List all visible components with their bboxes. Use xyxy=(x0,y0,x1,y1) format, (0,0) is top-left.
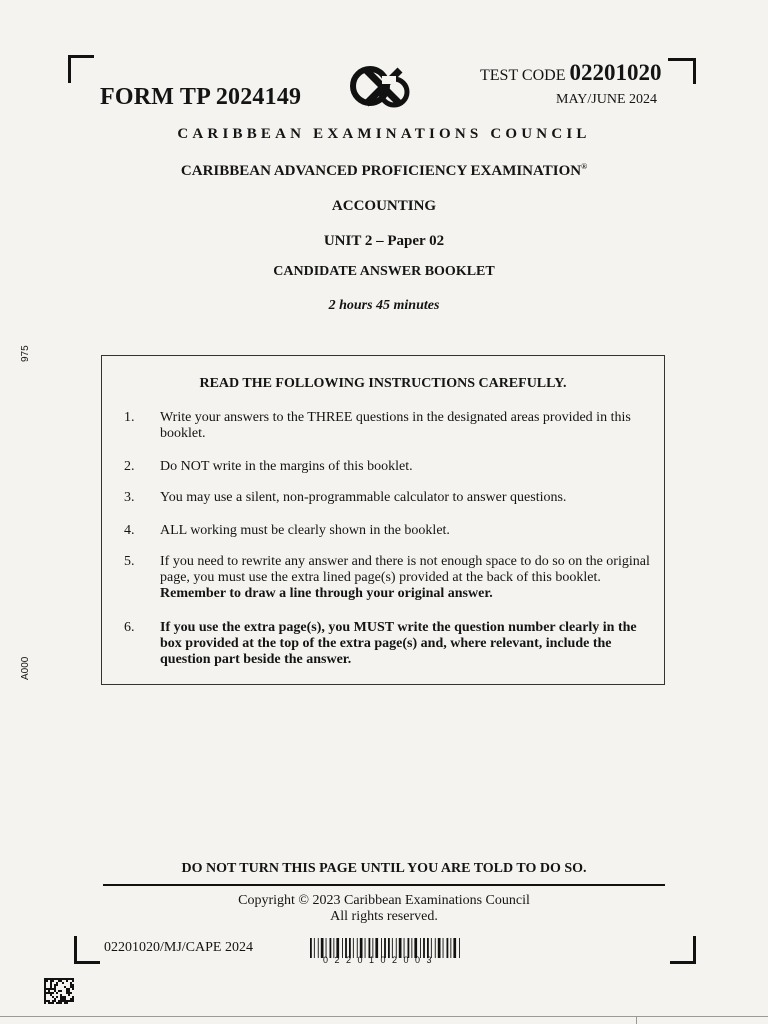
qr-module xyxy=(44,1002,46,1004)
qr-module xyxy=(54,978,56,980)
qr-module xyxy=(54,998,56,1000)
qr-module xyxy=(44,996,46,998)
qr-module xyxy=(64,978,66,980)
test-code-value: 02201020 xyxy=(569,60,662,85)
qr-module xyxy=(72,980,74,982)
qr-module xyxy=(48,1000,50,1002)
qr-module xyxy=(70,998,72,1000)
qr-module xyxy=(54,984,56,986)
instruction-number: 5. xyxy=(124,554,135,569)
qr-module xyxy=(72,978,74,980)
qr-module xyxy=(58,1002,60,1004)
test-code-label: TEST CODE xyxy=(480,67,566,84)
exam-name xyxy=(0,162,768,180)
qr-module xyxy=(46,1000,48,1002)
exam-session: MAY/JUNE 2024 xyxy=(556,92,657,107)
qr-module xyxy=(50,986,52,988)
barcode-bar xyxy=(450,938,451,958)
qr-module xyxy=(58,1000,60,1002)
qr-module xyxy=(44,988,46,990)
qr-module xyxy=(44,986,46,988)
corner-mark-bottom-left-vertical xyxy=(74,936,77,964)
barcode-bar xyxy=(443,938,444,958)
instruction-emphasis: Remember to draw a line through your original answer. xyxy=(160,586,493,601)
qr-module xyxy=(60,998,62,1000)
instruction-text: If you need to rewrite any answer and there is not enough space to do so on the original page, you must use the extra lined page(s) provided at the back of this booklet. xyxy=(160,554,650,585)
qr-module xyxy=(54,988,56,990)
qr-module xyxy=(52,980,54,982)
qr-module xyxy=(62,1000,64,1002)
qr-module xyxy=(48,992,50,994)
qr-module xyxy=(44,998,46,1000)
instructions-box xyxy=(101,355,665,685)
qr-module xyxy=(68,1000,70,1002)
council-name: CARIBBEAN EXAMINATIONS COUNCIL xyxy=(177,126,591,142)
qr-module xyxy=(52,1002,54,1004)
barcode-bar xyxy=(314,938,315,958)
qr-module xyxy=(70,986,72,988)
qr-module xyxy=(50,978,52,980)
instruction-number: 2. xyxy=(124,459,135,474)
qr-module xyxy=(52,996,54,998)
qr-module xyxy=(52,978,54,980)
qr-module xyxy=(66,980,68,982)
copyright-notice xyxy=(0,893,768,925)
qr-module xyxy=(70,982,72,984)
qr-module xyxy=(68,990,70,992)
qr-module xyxy=(58,978,60,980)
instruction-number: 6. xyxy=(124,620,135,635)
qr-module xyxy=(56,1002,58,1004)
qr-module xyxy=(72,996,74,998)
qr-module xyxy=(48,978,50,980)
qr-module xyxy=(66,988,68,990)
qr-module xyxy=(60,990,62,992)
qr-module xyxy=(64,1002,66,1004)
qr-module xyxy=(64,996,66,998)
subject-title: ACCOUNTING xyxy=(331,198,437,214)
qr-module xyxy=(58,980,60,982)
qr-module xyxy=(68,988,70,990)
qr-module xyxy=(54,990,56,992)
corner-mark-top-left xyxy=(68,55,94,58)
qr-module xyxy=(60,980,62,982)
qr-module xyxy=(64,1000,66,1002)
qr-module xyxy=(56,978,58,980)
qr-module xyxy=(68,992,70,994)
page-edge-tick xyxy=(636,1016,637,1024)
qr-module xyxy=(44,980,46,982)
side-mark-a000: A000 xyxy=(20,656,31,680)
qr-module xyxy=(48,988,50,990)
registered-mark: ® xyxy=(581,162,588,171)
barcode-bar xyxy=(318,938,319,958)
barcode-bar xyxy=(447,938,449,958)
instruction-number: 4. xyxy=(124,523,135,538)
instruction-number: 1. xyxy=(124,410,135,425)
qr-module xyxy=(66,990,68,992)
qr-module xyxy=(72,998,74,1000)
qr-module xyxy=(70,984,72,986)
qr-module xyxy=(62,996,64,998)
qr-code-icon xyxy=(44,978,74,1004)
qr-module xyxy=(60,994,62,996)
barcode-bar xyxy=(310,938,312,958)
page-edge-line xyxy=(0,1016,768,1017)
qr-module xyxy=(62,998,64,1000)
qr-module xyxy=(52,992,54,994)
qr-module xyxy=(52,1000,54,1002)
qr-module xyxy=(50,982,52,984)
qr-module xyxy=(66,978,68,980)
instruction-text: If you use the extra page(s), you MUST write the question number clearly in the box provided at the top of the extra page(s) and, where relevant, include the question part beside the answer. xyxy=(160,620,637,667)
booklet-title: CANDIDATE ANSWER BOOKLET xyxy=(273,264,495,279)
qr-module xyxy=(50,984,52,986)
qr-module xyxy=(44,982,46,984)
instruction-text: Do NOT write in the margins of this booklet. xyxy=(160,459,413,474)
instructions-heading: READ THE FOLLOWING INSTRUCTIONS CAREFULLY. xyxy=(199,376,567,391)
qr-module xyxy=(72,1000,74,1002)
corner-mark-bottom-right-vertical xyxy=(693,936,696,964)
qr-module xyxy=(72,986,74,988)
qr-module xyxy=(50,988,52,990)
qr-module xyxy=(68,978,70,980)
qr-module xyxy=(54,1000,56,1002)
qr-module xyxy=(70,978,72,980)
qr-module xyxy=(46,992,48,994)
qr-module xyxy=(46,978,48,980)
qr-module xyxy=(44,1000,46,1002)
qr-module xyxy=(66,1002,68,1004)
qr-module xyxy=(50,992,52,994)
qr-module xyxy=(66,1000,68,1002)
qr-module xyxy=(64,998,66,1000)
qr-module xyxy=(60,1002,62,1004)
qr-module xyxy=(46,980,48,982)
qr-module xyxy=(44,990,46,992)
qr-module xyxy=(72,984,74,986)
qr-module xyxy=(68,994,70,996)
qr-module xyxy=(64,986,66,988)
corner-mark-top-right xyxy=(668,58,696,61)
qr-module xyxy=(62,978,64,980)
form-number: FORM TP 2024149 xyxy=(100,84,302,110)
qr-module xyxy=(56,982,58,984)
footer-divider xyxy=(103,884,665,886)
instruction-text: You may use a silent, non-programmable calculator to answer questions. xyxy=(160,490,567,505)
qr-module xyxy=(50,994,52,996)
qr-module xyxy=(50,1002,52,1004)
side-mark-975: 975 xyxy=(20,345,31,362)
do-not-turn-notice: DO NOT TURN THIS PAGE UNTIL YOU ARE TOLD TO DO SO. xyxy=(181,861,587,876)
corner-mark-bottom-left xyxy=(74,961,100,964)
corner-mark-top-left-vertical xyxy=(68,55,71,83)
barcode-bar xyxy=(459,938,460,958)
instruction-text-group xyxy=(160,554,650,602)
qr-module xyxy=(48,1002,50,1004)
corner-mark-bottom-right xyxy=(670,961,696,964)
instruction-text: ALL working must be clearly shown in the booklet. xyxy=(160,523,450,538)
qr-module xyxy=(66,992,68,994)
qr-module xyxy=(52,988,54,990)
qr-module xyxy=(70,1000,72,1002)
qr-module xyxy=(60,996,62,998)
qr-module xyxy=(44,992,46,994)
rights-line: All rights reserved. xyxy=(330,909,438,924)
qr-module xyxy=(58,990,60,992)
test-code xyxy=(480,60,661,86)
qr-module xyxy=(54,986,56,988)
footer-code: 02201020/MJ/CAPE 2024 xyxy=(104,940,253,955)
qr-module xyxy=(44,984,46,986)
qr-module xyxy=(56,992,58,994)
exam-name-text: CARIBBEAN ADVANCED PROFICIENCY EXAMINATION xyxy=(180,163,582,179)
qr-module xyxy=(60,978,62,980)
qr-module xyxy=(44,994,46,996)
copyright-line: Copyright © 2023 Caribbean Examinations Council xyxy=(238,893,530,908)
qr-module xyxy=(62,982,64,984)
barcode-digits: 0220102003 xyxy=(323,955,439,965)
qr-module xyxy=(46,988,48,990)
instruction-text: Write your answers to the THREE questions in the designated areas provided in this booklet. xyxy=(160,410,631,441)
instruction-number: 3. xyxy=(124,490,135,505)
qr-module xyxy=(72,988,74,990)
qr-module xyxy=(56,984,58,986)
exam-duration: 2 hours 45 minutes xyxy=(328,298,440,313)
qr-module xyxy=(48,990,50,992)
qr-module xyxy=(50,980,52,982)
barcode-bar xyxy=(438,938,441,958)
corner-mark-top-right-vertical xyxy=(693,58,696,84)
qr-module xyxy=(44,978,46,980)
qr-module xyxy=(60,1000,62,1002)
qr-module xyxy=(70,992,72,994)
unit-paper: UNIT 2 – Paper 02 xyxy=(323,233,445,249)
cxc-logo-icon xyxy=(342,62,420,110)
barcode-bar xyxy=(453,938,456,958)
qr-module xyxy=(56,996,58,998)
